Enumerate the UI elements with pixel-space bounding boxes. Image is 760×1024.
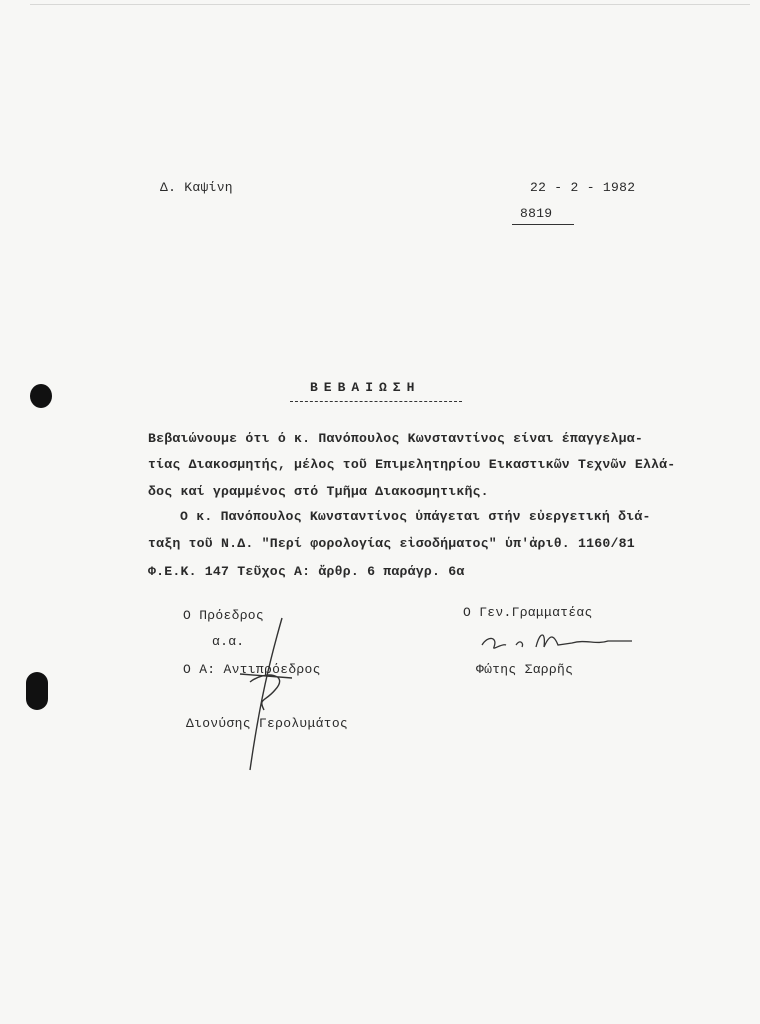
punch-hole-bottom — [26, 672, 48, 710]
punch-hole-top — [30, 384, 52, 408]
document-title: ΒΕΒΑΙΩΣΗ — [310, 380, 421, 395]
protocol-number: 8819 — [520, 206, 553, 221]
page-edge-line — [30, 4, 750, 5]
vice-president-name: Διονύσης Γερολυμάτος — [186, 716, 349, 731]
secretary-name: Φώτης Σαρρῆς — [476, 662, 574, 677]
president-on-behalf: α.α. — [212, 634, 245, 649]
body-line-3: δος καί γραμμένος στό Τμῆμα Διακοσμητικῆς. — [148, 484, 489, 499]
body-line-4: Ο κ. Πανόπουλος Κωνσταντίνος ὑπάγεται στήν εὐεργετική διά- — [180, 509, 651, 524]
secretary-title: Ο Γεν.Γραμματέας — [463, 605, 593, 620]
document-date: 22 - 2 - 1982 — [530, 180, 636, 195]
president-title: Ο Πρόεδρος — [183, 608, 265, 623]
body-line-2: τίας Διακοσμητής, μέλος τοῦ Επιμελητηρίου Εικαστικῶν Τεχνῶν Ελλά- — [148, 457, 676, 472]
protocol-underline — [512, 224, 574, 225]
vice-president-signature — [230, 610, 310, 780]
vice-president-title: Ο Α: Αντιπρόεδρος — [183, 662, 321, 677]
title-underline — [290, 401, 462, 402]
secretary-signature — [476, 625, 646, 655]
body-line-6: Φ.Ε.Κ. 147 Τεῦχος Α: ἄρθρ. 6 παράγρ. 6α — [148, 564, 465, 579]
addressee: Δ. Καψίνη — [160, 180, 233, 195]
body-line-5: ταξη τοῦ Ν.Δ. "Περί φορολογίας εἰσοδήματος" ὑπ'ἀριθ. 1160/81 — [148, 536, 635, 551]
body-line-1: Βεβαιώνουμε ότι ό κ. Πανόπουλος Κωνσταντίνος είναι έπαγγελμα- — [148, 431, 643, 446]
